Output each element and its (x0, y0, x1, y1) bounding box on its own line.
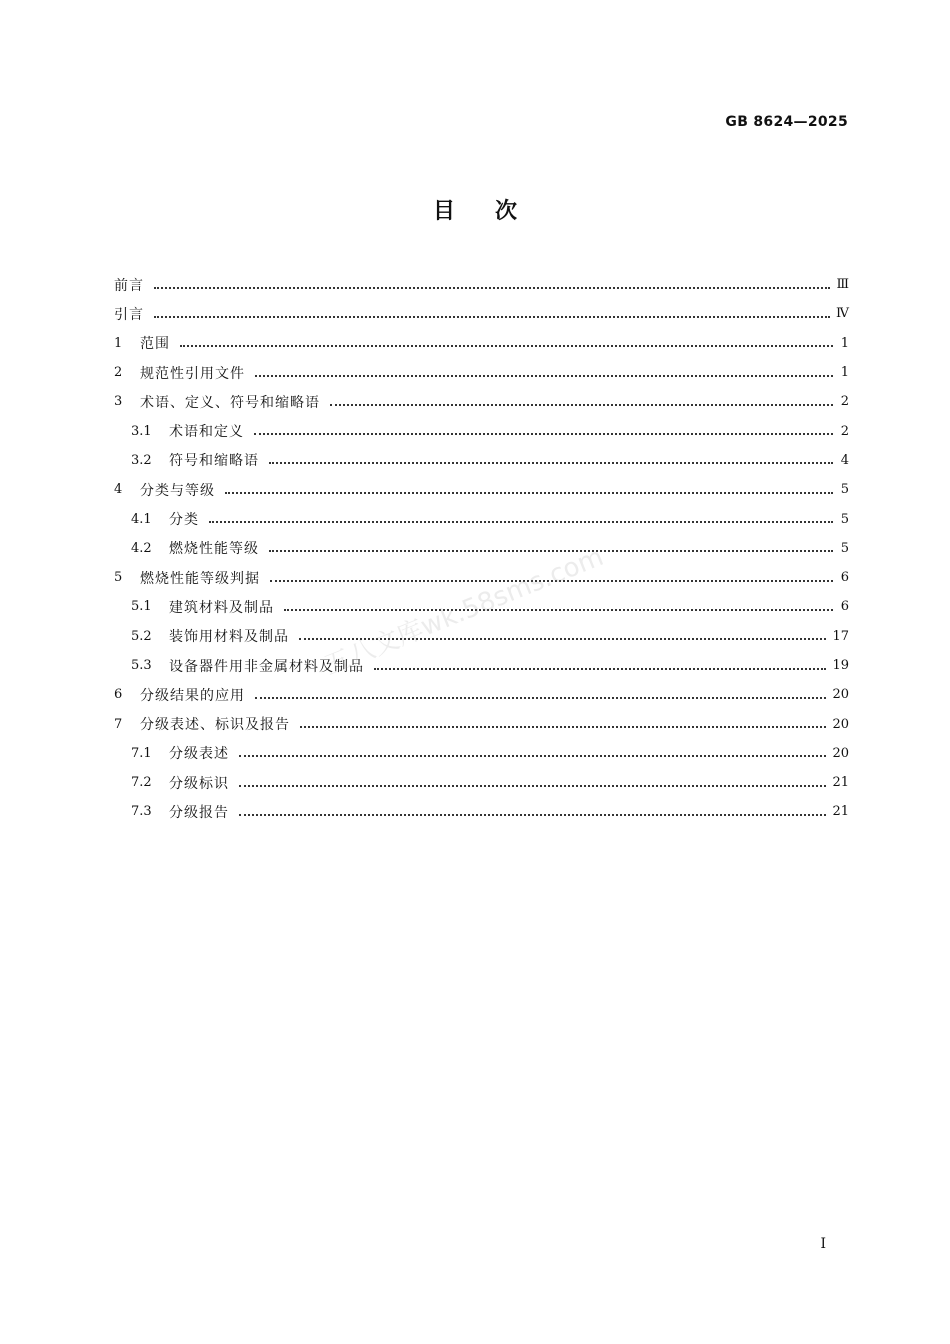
toc-entry[interactable] (114, 797, 849, 826)
toc-entry-page: Ⅲ (836, 277, 849, 293)
toc-dot-leader (374, 666, 826, 670)
toc-entry-label: 分类与等级 (140, 482, 215, 499)
toc-entry[interactable] (114, 622, 849, 651)
toc-dot-leader (239, 753, 826, 757)
toc-entry-label: 分级报告 (169, 804, 229, 821)
toc-entry-label: 燃烧性能等级 (169, 541, 259, 558)
toc-dot-leader (330, 402, 833, 406)
toc-entry-page: 5 (840, 482, 849, 498)
toc-entry[interactable] (114, 739, 849, 768)
toc-dot-leader (239, 812, 826, 816)
toc-entry-number: 7.3 (131, 804, 152, 820)
toc-entry-label: 设备器件用非金属材料及制品 (169, 658, 364, 675)
page-title: 目次 (432, 199, 557, 224)
toc-entry[interactable] (114, 446, 849, 475)
toc-entry-label: 术语、定义、符号和缩略语 (140, 394, 320, 411)
toc-entry-page: 19 (832, 658, 849, 673)
toc-entry-page: 1 (840, 335, 849, 351)
toc-entry-page: 20 (832, 716, 849, 732)
toc-entry-number: 3.2 (131, 452, 152, 468)
toc-entry-number: 3 (114, 394, 123, 410)
toc-entry-label: 前言 (114, 277, 144, 294)
toc-dot-leader (254, 431, 833, 435)
toc-entry-number: 6 (114, 687, 123, 703)
toc-entry-number: 4 (114, 482, 123, 498)
watermark: 五八文库wk.58sms.com (320, 541, 608, 682)
toc-dot-leader (255, 695, 826, 699)
toc-entry-page: 21 (832, 775, 849, 791)
toc-entry-label: 建筑材料及制品 (169, 599, 274, 616)
toc-entry-label: 范围 (140, 336, 170, 353)
toc-entry-number: 5.2 (131, 628, 152, 644)
toc-entry[interactable] (114, 416, 849, 445)
toc-entry-page: 2 (840, 423, 849, 439)
toc-entry[interactable] (114, 270, 849, 299)
toc-entry[interactable] (114, 709, 849, 738)
toc-entry-label: 分级表述、标识及报告 (140, 717, 290, 734)
toc-entry[interactable] (114, 387, 849, 416)
toc-entry-label: 符号和缩略语 (169, 453, 259, 470)
toc-entry-page: 6 (840, 599, 849, 615)
toc-dot-leader (255, 373, 833, 377)
toc-dot-leader (284, 607, 833, 611)
table-of-contents (114, 270, 849, 827)
toc-entry[interactable] (114, 768, 849, 797)
toc-entry-number: 4.1 (131, 511, 152, 527)
toc-dot-leader (239, 783, 826, 787)
toc-entry-number: 7 (114, 716, 123, 732)
toc-entry-label: 装饰用材料及制品 (169, 629, 289, 646)
toc-entry-number: 7.2 (131, 775, 152, 791)
toc-entry-label: 分级结果的应用 (140, 687, 245, 704)
toc-entry[interactable] (114, 299, 849, 328)
toc-entry-page: 5 (840, 540, 849, 556)
toc-dot-leader (154, 285, 830, 289)
toc-dot-leader (269, 548, 833, 552)
toc-entry-number: 5 (114, 570, 123, 586)
toc-dot-leader (225, 490, 833, 494)
toc-entry-page: 1 (840, 365, 849, 381)
toc-entry-number: 2 (114, 365, 123, 381)
toc-entry-label: 引言 (114, 306, 144, 323)
toc-entry-number: 7.1 (131, 745, 152, 761)
toc-entry[interactable] (114, 651, 849, 680)
toc-entry[interactable] (114, 534, 849, 563)
toc-entry-page: 2 (840, 394, 849, 410)
toc-entry-number: 1 (114, 335, 123, 351)
toc-entry[interactable] (114, 475, 849, 504)
toc-entry-label: 规范性引用文件 (140, 365, 245, 382)
toc-entry-number: 5.3 (131, 658, 152, 673)
toc-entry-page: 20 (832, 745, 849, 761)
toc-entry-page: 6 (840, 570, 849, 586)
document-code: GB 8624—2025 (725, 114, 848, 130)
toc-entry-page: 4 (840, 452, 849, 468)
toc-entry-number: 3.1 (131, 423, 152, 439)
toc-dot-leader (209, 519, 833, 523)
toc-entry[interactable] (114, 358, 849, 387)
toc-entry-page: 5 (840, 511, 849, 527)
toc-entry[interactable] (114, 329, 849, 358)
toc-entry-page: 17 (832, 628, 849, 644)
toc-entry-page: 20 (832, 687, 849, 703)
toc-entry[interactable] (114, 680, 849, 709)
toc-dot-leader (180, 343, 833, 347)
footer-page-number: I (820, 1236, 826, 1252)
toc-entry-number: 5.1 (131, 599, 152, 615)
toc-entry-label: 分级表述 (169, 746, 229, 763)
toc-entry-label: 分类 (169, 512, 199, 529)
toc-entry[interactable] (114, 504, 849, 533)
toc-entry-label: 分级标识 (169, 775, 229, 792)
toc-entry-number: 4.2 (131, 540, 152, 556)
toc-entry-label: 术语和定义 (169, 424, 244, 441)
toc-dot-leader (300, 724, 826, 728)
toc-dot-leader (154, 314, 830, 318)
toc-entry-page: 21 (832, 804, 849, 820)
toc-entry-label: 燃烧性能等级判据 (140, 570, 260, 587)
toc-dot-leader (269, 460, 833, 464)
toc-entry-page: Ⅳ (836, 306, 849, 322)
